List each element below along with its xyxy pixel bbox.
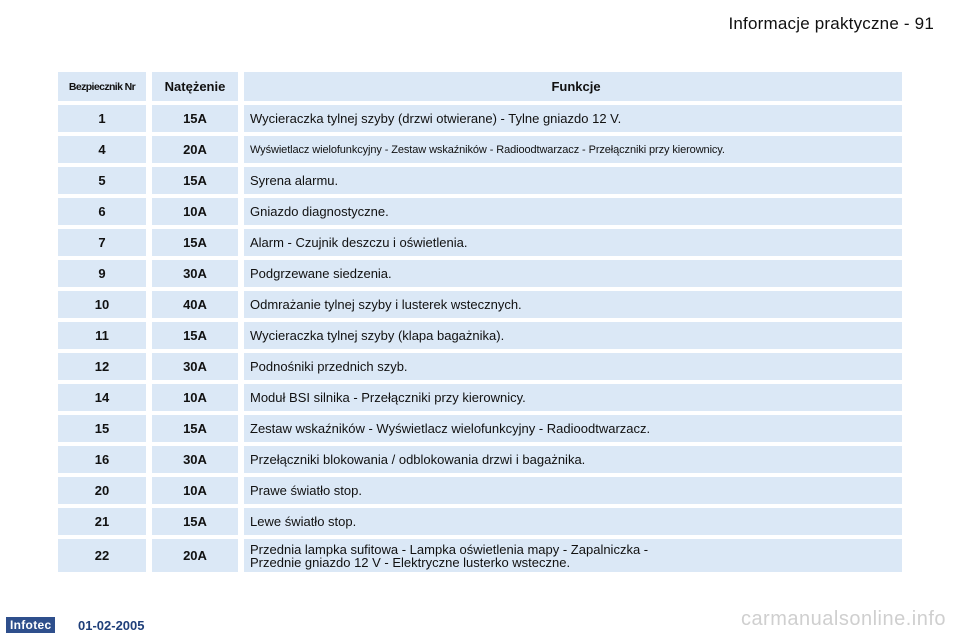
fuse-function: Wycieraczka tylnej szyby (drzwi otwierane) - Tylne gniazdo 12 V. xyxy=(238,105,902,132)
fuse-number: 16 xyxy=(58,446,146,473)
fuse-function: Syrena alarmu. xyxy=(238,167,902,194)
page-title: Informacje praktyczne - 91 xyxy=(728,14,934,33)
fuse-current: 15A xyxy=(146,229,238,256)
fuse-current: 30A xyxy=(146,260,238,287)
fuse-current: 15A xyxy=(146,167,238,194)
fuse-current: 15A xyxy=(146,415,238,442)
fuse-function: Przełączniki blokowania / odblokowania drzwi i bagażnika. xyxy=(238,446,902,473)
fuse-current: 15A xyxy=(146,322,238,349)
table-row xyxy=(58,198,902,225)
column-header-functions: Funkcje xyxy=(238,72,902,101)
table-row xyxy=(58,415,902,442)
fuse-function-line: Przednia lampka sufitowa - Lampka oświetlenia mapy - Zapalniczka - xyxy=(250,541,649,557)
table-row xyxy=(58,384,902,411)
table-row xyxy=(58,508,902,535)
fuse-function: Prawe światło stop. xyxy=(238,477,902,504)
fuse-current: 10A xyxy=(146,384,238,411)
fuse-function: Podnośniki przednich szyb. xyxy=(238,353,902,380)
fuse-current: 10A xyxy=(146,198,238,225)
table-row xyxy=(58,167,902,194)
column-header-current: Natężenie xyxy=(146,72,238,101)
table-row xyxy=(58,136,902,163)
fuse-number: 21 xyxy=(58,508,146,535)
fuse-function xyxy=(238,539,902,572)
fuse-number: 9 xyxy=(58,260,146,287)
fuse-current: 15A xyxy=(146,105,238,132)
fuse-current: 20A xyxy=(146,136,238,163)
table-row xyxy=(58,291,902,318)
fuse-number: 20 xyxy=(58,477,146,504)
fuse-number: 12 xyxy=(58,353,146,380)
fuse-number: 5 xyxy=(58,167,146,194)
fuse-function-line: Przednie gniazdo 12 V - Elektryczne lusterko wsteczne. xyxy=(250,554,571,570)
site-watermark: carmanualsonline.info xyxy=(740,608,946,630)
table-row xyxy=(58,353,902,380)
fuse-current: 15A xyxy=(146,508,238,535)
fuse-number: 7 xyxy=(58,229,146,256)
table-header-row xyxy=(58,72,902,101)
fuse-function: Alarm - Czujnik deszczu i oświetlenia. xyxy=(238,229,902,256)
fuse-number: 10 xyxy=(58,291,146,318)
table-row xyxy=(58,229,902,256)
fuse-function: Wycieraczka tylnej szyby (klapa bagażnika). xyxy=(238,322,902,349)
table-row xyxy=(58,105,902,132)
fuse-number: 22 xyxy=(58,539,146,572)
footer-date: 01-02-2005 xyxy=(78,618,145,633)
fuse-number: 14 xyxy=(58,384,146,411)
fuse-function: Zestaw wskaźników - Wyświetlacz wielofunkcyjny - Radioodtwarzacz. xyxy=(238,415,902,442)
fuse-table xyxy=(58,68,902,576)
fuse-number: 15 xyxy=(58,415,146,442)
table-row xyxy=(58,322,902,349)
fuse-function: Wyświetlacz wielofunkcyjny - Zestaw wskaźników - Radioodtwarzacz - Przełączniki przy kierownicy. xyxy=(238,136,902,163)
table-row xyxy=(58,477,902,504)
column-header-fuse-number: Bezpiecznik Nr xyxy=(58,72,146,101)
fuse-function: Lewe światło stop. xyxy=(238,508,902,535)
table-row xyxy=(58,260,902,287)
infotec-logo: Infotec xyxy=(6,617,55,633)
fuse-current: 30A xyxy=(146,446,238,473)
fuse-current: 30A xyxy=(146,353,238,380)
fuse-function: Moduł BSI silnika - Przełączniki przy kierownicy. xyxy=(238,384,902,411)
table-row xyxy=(58,539,902,572)
fuse-number: 6 xyxy=(58,198,146,225)
fuse-function: Gniazdo diagnostyczne. xyxy=(238,198,902,225)
fuse-function: Odmrażanie tylnej szyby i lusterek wstecznych. xyxy=(238,291,902,318)
fuse-number: 11 xyxy=(58,322,146,349)
fuse-current: 40A xyxy=(146,291,238,318)
fuse-number: 4 xyxy=(58,136,146,163)
fuse-number: 1 xyxy=(58,105,146,132)
table-row xyxy=(58,446,902,473)
fuse-current: 10A xyxy=(146,477,238,504)
fuse-function: Podgrzewane siedzenia. xyxy=(238,260,902,287)
fuse-current: 20A xyxy=(146,539,238,572)
